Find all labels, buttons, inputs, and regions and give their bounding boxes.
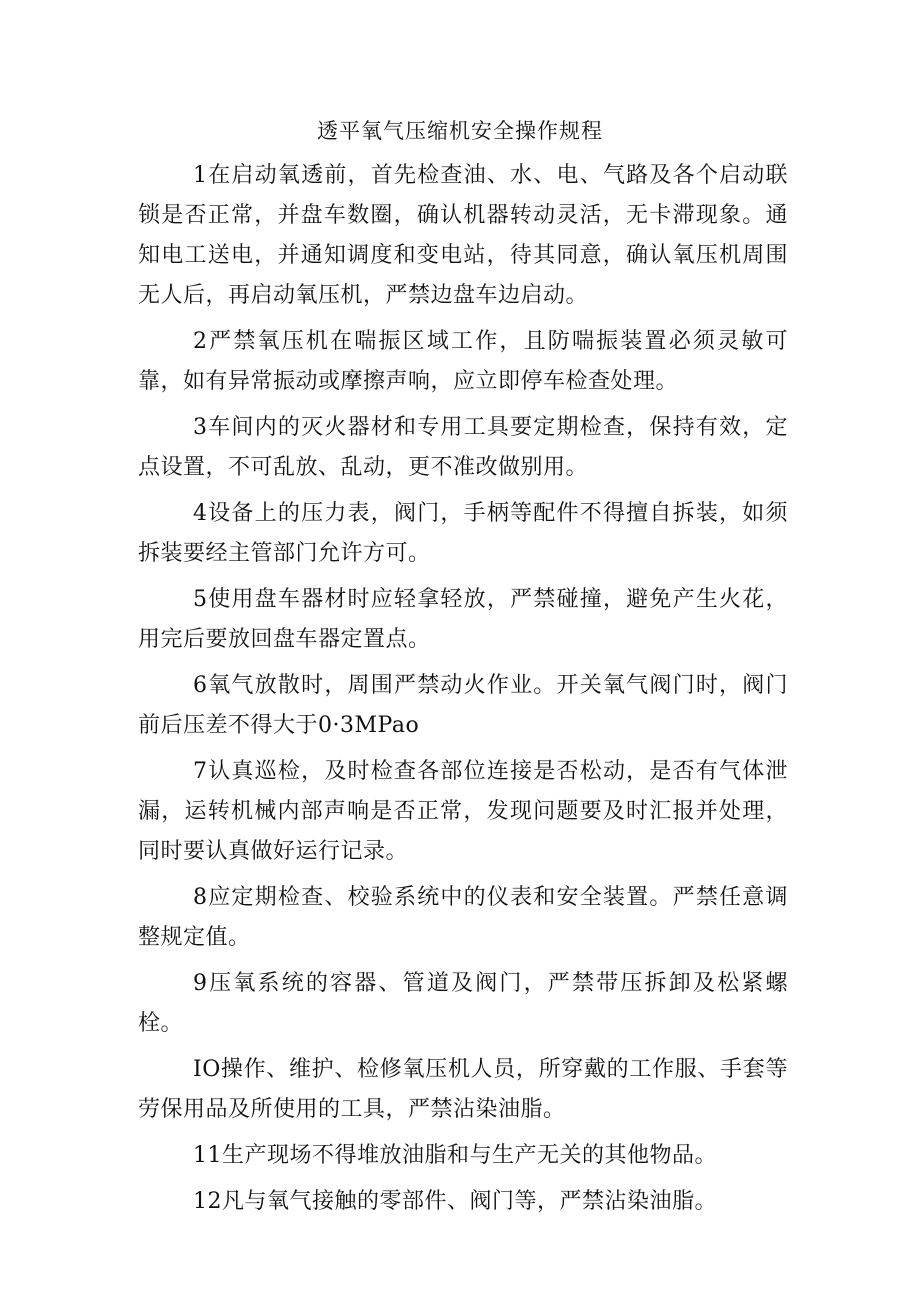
paragraph-10: IO操作、维护、检修氧压机人员，所穿戴的工作服、手套等劳保用品及所使用的工具，严禁沾染油脂。	[138, 1057, 788, 1122]
document-title: 透平氧气压缩机安全操作规程	[317, 119, 603, 143]
paragraph-9: 9压氧系统的容器、管道及阀门，严禁带压拆卸及松紧螺栓。	[138, 971, 788, 1036]
document-body	[138, 156, 788, 1222]
paragraph-12: 12凡与氧气接触的零部件、阀门等，严禁沾染油脂。	[193, 1189, 717, 1214]
paragraph-2: 2严禁氧压机在喘振区域工作，且防喘振装置必须灵敏可靠，如有异常振动或摩擦声响，应立即停车检查处理。	[138, 329, 788, 394]
paragraph-8: 8应定期检查、校验系统中的仪表和安全装置。严禁任意调整规定值。	[138, 885, 788, 950]
paragraph-7: 7认真巡检，及时检查各部位连接是否松动，是否有气体泄漏，运转机械内部声响是否正常，发现问题要及时汇报并处理，同时要认真做好运行记录。	[138, 759, 788, 864]
paragraph-6: 6氧气放散时，周围严禁动火作业。开关氧气阀门时，阀门前后压差不得大于0·3MPao	[138, 673, 788, 738]
paragraph-5: 5使用盘车器材时应轻拿轻放，严禁碰撞，避免产生火花，用完后要放回盘车器定置点。	[138, 587, 788, 652]
paragraph-4: 4设备上的压力表，阀门，手柄等配件不得擅自拆装，如须拆装要经主管部门允许方可。	[138, 501, 788, 566]
paragraph-11: 11生产现场不得堆放油脂和与生产无关的其他物品。	[193, 1143, 717, 1168]
paragraph-1: 1在启动氧透前，首先检查油、水、电、气路及各个启动联锁是否正常，并盘车数圈，确认机器转动灵活，无卡滞现象。通知电工送电，并通知调度和变电站，待其同意，确认氧压机周围无人后，再启动氧压机，严禁边盘车边启动。	[138, 163, 788, 308]
paragraph-3: 3车间内的灭火器材和专用工具要定期检查，保持有效，定点设置，不可乱放、乱动，更不准改做别用。	[138, 415, 788, 480]
